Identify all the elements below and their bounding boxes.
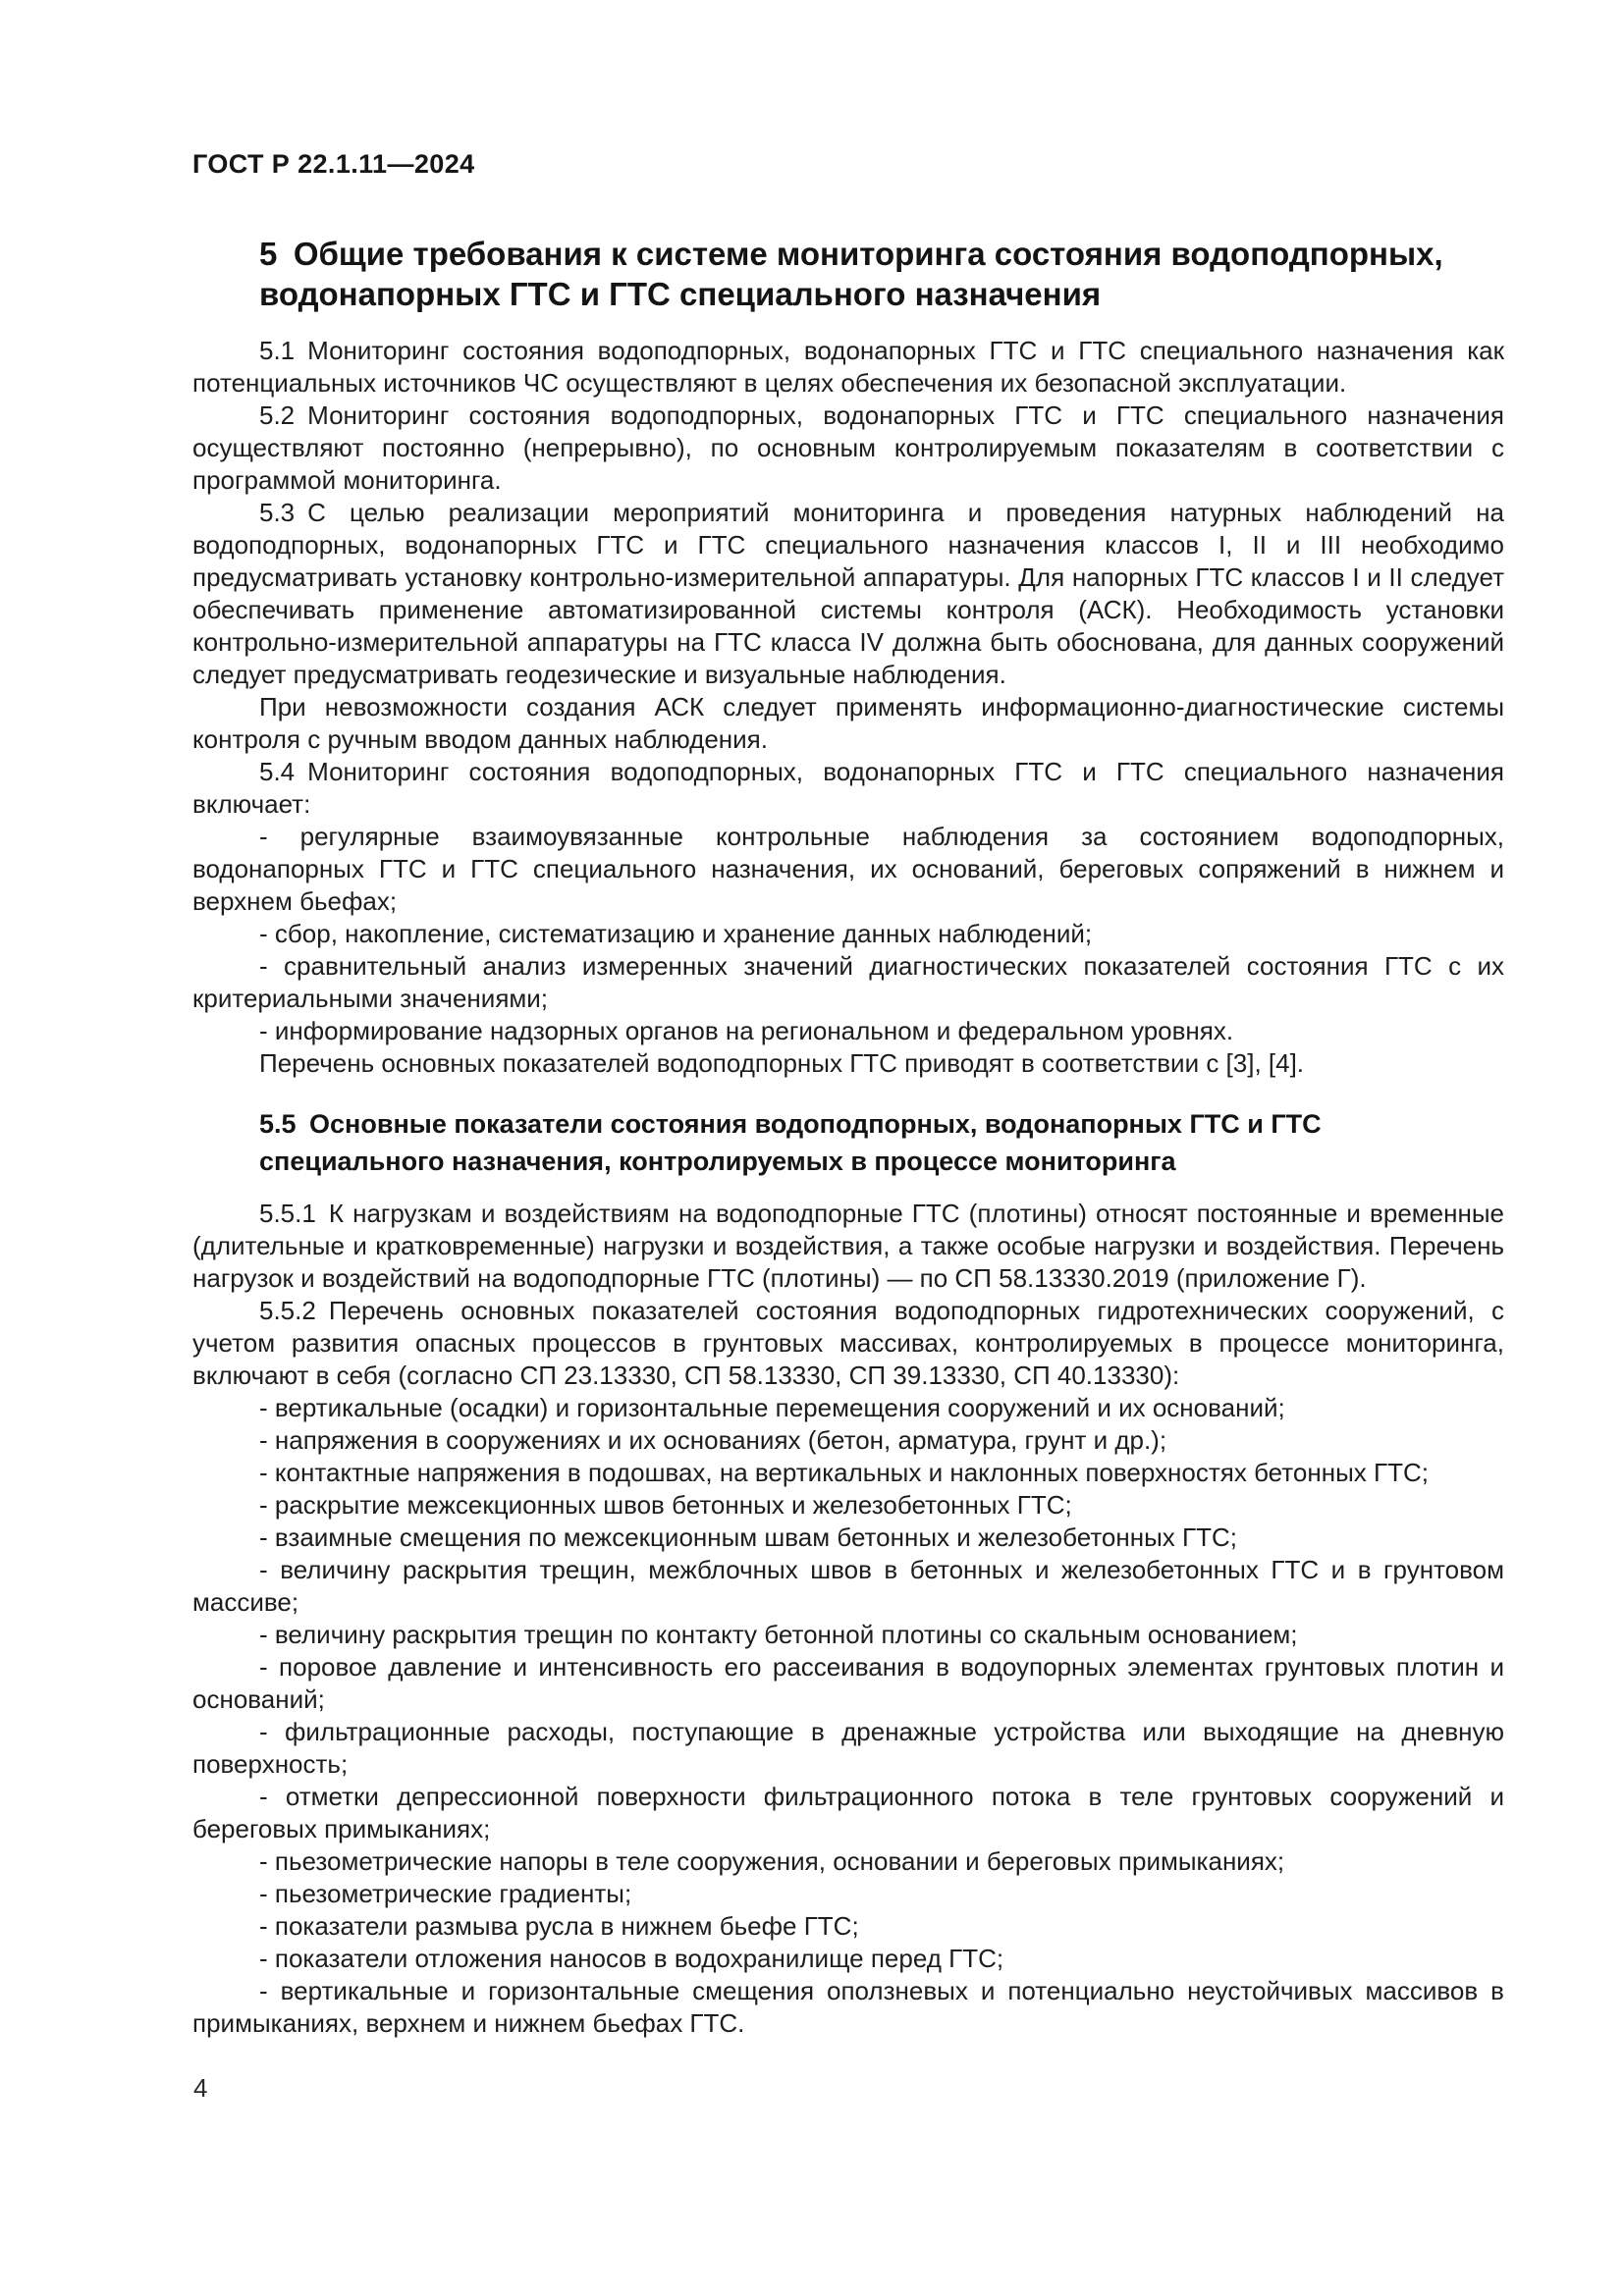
list-item-5-5-2-13: - показатели размыва русла в нижнем бьефе ГТС;	[259, 1911, 859, 1941]
list-item-5-5-2-6: - величину раскрытия трещин, межблочных швов в бетонных и железобетонных ГТС и в грунтовом массиве;	[192, 1555, 1504, 1617]
running-header: ГОСТ Р 22.1.11—2024	[192, 149, 475, 179]
list-item-5-5-2-3: - контактные напряжения в подошвах, на вертикальных и наклонных поверхностях бетонных ГТС;	[259, 1458, 1429, 1487]
paragraph-ask-note: При невозможности создания АСК следует применять информационно-диагностические системы контроля с ручным вводом данных наблюдения.	[192, 692, 1504, 754]
list-item-5-5-2-11: - пьезометрические напоры в теле сооружения, основании и береговых примыканиях;	[259, 1846, 1285, 1876]
list-item-5-5-2-7: - величину раскрытия трещин по контакту бетонной плотины со скальным основанием;	[259, 1620, 1298, 1649]
section-heading: 5 Общие требования к системе мониторинга состояния водоподпорных, водонапорных ГТС и ГТС специального назначения	[259, 236, 1443, 312]
paragraph-5-2: 5.2 Мониторинг состояния водоподпорных, водонапорных ГТС и ГТС специального назначения осуществляют постоянно (непрерывно), по основным контролируемым показателям в соответствии с программой мониторинга.	[192, 400, 1504, 495]
list-item-5-5-2-4: - раскрытие межсекционных швов бетонных и железобетонных ГТС;	[259, 1490, 1072, 1520]
list-item-5-4-3: - сравнительный анализ измеренных значений диагностических показателей состояния ГТС с их критериальными значениями;	[192, 951, 1504, 1013]
page-number: 4	[193, 2073, 208, 2103]
paragraph-5-5-2: 5.5.2 Перечень основных показателей состояния водоподпорных гидротехнических сооружений, с учетом развития опасных процессов в грунтовых массивах, контролируемых в процессе мониторинга, включают в себя (согласно СП 23.13330, СП 58.13330, СП 39.13330, СП 40.13330):	[192, 1296, 1504, 1390]
list-item-5-5-2-10: - отметки депрессионной поверхности фильтрационного потока в теле грунтовых сооружений и береговых примыканиях;	[192, 1782, 1504, 1843]
paragraph-5-1: 5.1 Мониторинг состояния водоподпорных, водонапорных ГТС и ГТС специального назначения как потенциальных источников ЧС осуществляют в целях обеспечения их безопасной эксплуатации.	[192, 336, 1504, 398]
subsection-heading-5-5: 5.5 Основные показатели состояния водоподпорных, водонапорных ГТС и ГТС специального назначения, контролируемых в процессе мониторинга	[259, 1109, 1322, 1176]
list-item-5-5-2-9: - фильтрационные расходы, поступающие в дренажные устройства или выходящие на дневную поверхность;	[192, 1717, 1504, 1779]
list-item-5-4-1: - регулярные взаимоувязанные контрольные наблюдения за состоянием водоподпорных, водонапорных ГТС и ГТС специального назначения, их оснований, береговых сопряжений в нижнем и верхнем бьефах;	[192, 822, 1504, 916]
paragraph-5-5-1: 5.5.1 К нагрузкам и воздействиям на водоподпорные ГТС (плотины) относят постоянные и временные (длительные и кратковременные) нагрузки и воздействия, а также особые нагрузки и воздействия. Перечень нагрузок и воздействий на водоподпорные ГТС (плотины) — по СП 58.13330.2019 (приложение Г).	[192, 1199, 1504, 1293]
text-block	[192, 149, 1504, 2040]
list-item-5-5-2-5: - взаимные смещения по межсекционным швам бетонных и железобетонных ГТС;	[259, 1522, 1237, 1552]
list-item-5-5-2-14: - показатели отложения наносов в водохранилище перед ГТС;	[259, 1944, 1004, 1973]
paragraph-5-4: 5.4 Мониторинг состояния водоподпорных, водонапорных ГТС и ГТС специального назначения включает:	[192, 757, 1504, 819]
paragraph-perechen: Перечень основных показателей водоподпорных ГТС приводят в соответствии с [3], [4].	[259, 1048, 1305, 1078]
list-item-5-5-2-1: - вертикальные (осадки) и горизонтальные перемещения сооружений и их оснований;	[259, 1393, 1285, 1422]
list-item-5-4-2: - сбор, накопление, систематизацию и хранение данных наблюдений;	[259, 919, 1093, 948]
list-item-5-5-2-8: - поровое давление и интенсивность его рассеивания в водоупорных элементах грунтовых плотин и оснований;	[192, 1652, 1504, 1714]
list-item-5-4-4: - информирование надзорных органов на региональном и федеральном уровнях.	[259, 1016, 1234, 1045]
list-item-5-5-2-15: - вертикальные и горизонтальные смещения оползневых и потенциально неустойчивых массивов в примыканиях, верхнем и нижнем бьефах ГТС.	[192, 1976, 1504, 2038]
list-item-5-5-2-2: - напряжения в сооружениях и их основаниях (бетон, арматура, грунт и др.);	[259, 1425, 1167, 1455]
list-item-5-5-2-12: - пьезометрические градиенты;	[259, 1879, 632, 1908]
paragraph-5-3: 5.3 С целью реализации мероприятий мониторинга и проведения натурных наблюдений на водоподпорных, водонапорных ГТС и ГТС специального назначения классов I, II и III необходимо предусматривать установку контрольно-измерительной аппаратуры. Для напорных ГТС классов I и II следует обеспечивать применение автоматизированной системы контроля (АСК). Необходимость установки контрольно-измерительной аппаратуры на ГТС класса IV должна быть обоснована, для данных сооружений следует предусматривать геодезические и визуальные наблюдения.	[192, 498, 1504, 689]
